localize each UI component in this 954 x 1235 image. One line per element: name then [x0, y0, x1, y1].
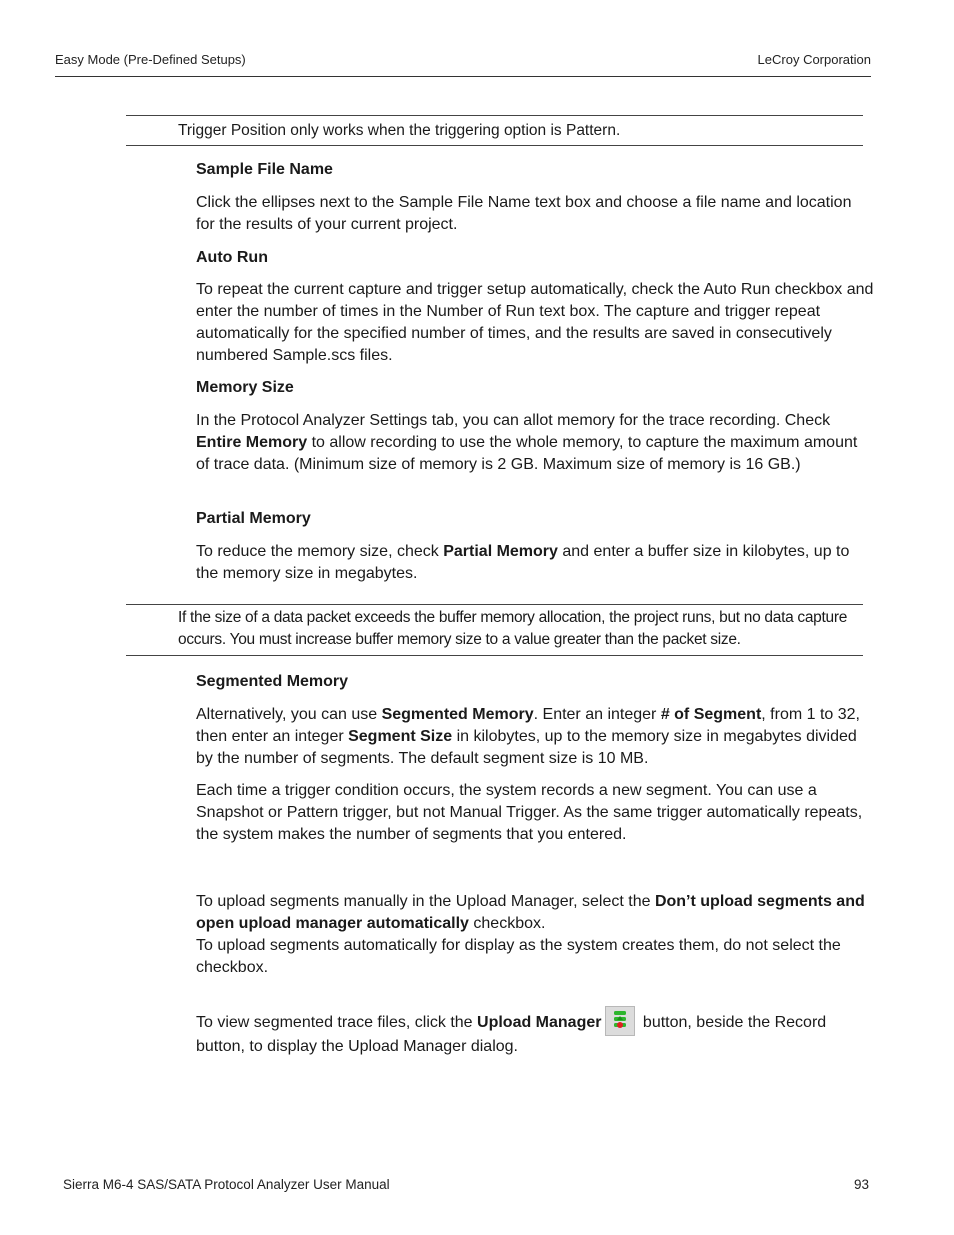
header-section-title: Easy Mode (Pre-Defined Setups)	[55, 52, 246, 67]
text: To upload segments automatically for display as the system creates them, do not select the checkbox.	[196, 937, 841, 976]
bold-upload-manager: Upload Manager	[477, 1014, 602, 1031]
text: To view segmented trace files, click the	[196, 1014, 478, 1031]
page-number: 93	[853, 1177, 869, 1192]
text: , from 1 to 32, then enter an integer	[196, 706, 860, 745]
bold-dont-upload-checkbox: Don’t upload segments and open upload manager automatically	[196, 893, 865, 932]
header-company: LeCroy Corporation	[757, 52, 871, 67]
note-text: Trigger Position only works when the triggering option is Pattern.	[178, 122, 621, 139]
bold-segmented-memory: Segmented Memory	[381, 706, 534, 723]
para-sample-file-name: Click the ellipses next to the Sample File Name text box and choose a file name and location for the results of your current project.	[196, 194, 852, 233]
text: in kilobytes, up to the memory size in megabytes divided by the number of segments. The default segment size is 10 MB.	[196, 728, 857, 767]
para-partial-memory	[196, 541, 874, 585]
page-header	[55, 52, 871, 77]
text: . Enter an integer	[533, 706, 661, 723]
note-trigger-position	[126, 115, 863, 146]
bold-partial-memory: Partial Memory	[443, 543, 558, 560]
heading-memory-size: Memory Size	[196, 379, 294, 396]
heading-partial-memory: Partial Memory	[196, 510, 311, 527]
text: to allow recording to use the whole memory, to capture the maximum amount of trace data. (Minimum size of memory is 2 GB. Maximum size of memory is 16 GB.)	[196, 434, 858, 473]
text: In the Protocol Analyzer Settings tab, you can allot memory for the trace recording. Check	[196, 412, 831, 429]
text: checkbox.	[468, 915, 546, 932]
para-upload-segments	[196, 891, 874, 979]
para-auto-run: To repeat the current capture and trigger setup automatically, check the Auto Run checkbox and enter the number of times in the Number of Run text box. The capture and trigger repeat automatically for the specified number of times, and the results are saved in consecutively numbered Sample.scs files.	[196, 281, 874, 364]
text: button, beside the Record button, to display the Upload Manager dialog.	[196, 1014, 827, 1055]
text: To upload segments manually in the Upload Manager, select the	[196, 893, 655, 910]
bold-entire-memory: Entire Memory	[196, 434, 308, 451]
footer-manual-title: Sierra M6-4 SAS/SATA Protocol Analyzer User Manual	[63, 1177, 390, 1192]
para-segmented-intro	[196, 704, 874, 770]
heading-sample-file-name: Sample File Name	[196, 161, 333, 178]
para-memory-size	[196, 410, 874, 476]
heading-auto-run: Auto Run	[196, 249, 268, 266]
para-segmented-trigger: Each time a trigger condition occurs, the system records a new segment. You can use a Snapshot or Pattern trigger, but not Manual Trigger. As the same trigger automatically repeats, the system makes the number of segments that you entered.	[196, 782, 863, 843]
text: To reduce the memory size, check	[196, 543, 444, 560]
text: Alternatively, you can use	[196, 706, 382, 723]
text: and enter a buffer size in kilobytes, up to the memory size in megabytes.	[196, 543, 850, 582]
note-buffer-memory	[126, 604, 863, 656]
note-text: If the size of a data packet exceeds the buffer memory allocation, the project runs, but no data capture occurs. You must increase buffer memory size to a value greater than the packet size.	[178, 609, 848, 648]
upload-manager-icon	[605, 1006, 635, 1036]
para-view-segmented	[196, 1006, 874, 1058]
heading-segmented-memory: Segmented Memory	[196, 673, 349, 690]
bold-num-segment: # of Segment	[660, 706, 762, 723]
bold-segment-size: Segment Size	[348, 728, 453, 745]
